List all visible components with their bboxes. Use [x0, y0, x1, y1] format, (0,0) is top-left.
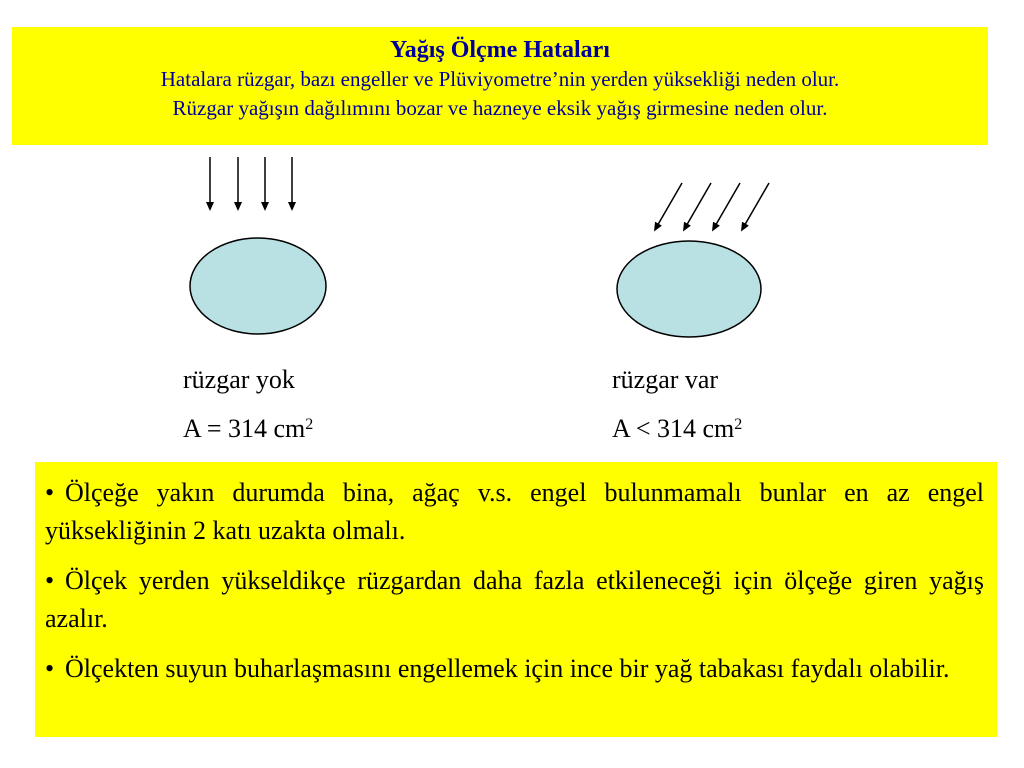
bullet-icon: •: [45, 478, 55, 507]
wind-area-formula: [612, 414, 742, 444]
list-item: [45, 650, 984, 688]
notes-box: [35, 462, 997, 737]
rain-arrow-slanted-2: [685, 183, 711, 228]
gauge-opening-with-wind: [617, 241, 761, 337]
rain-arrow-slanted-4: [743, 183, 769, 228]
wind-area-exponent: 2: [734, 416, 743, 433]
header-line-2: Rüzgar yağışın dağılımını bozar ve hazneye eksik yağış girmesine neden olur.: [172, 96, 828, 120]
wind-label: rüzgar var: [612, 365, 719, 394]
header-line-1: Hatalara rüzgar, bazı engeller ve Plüviyometre’nin yerden yüksekliği neden olur.: [160, 67, 840, 91]
bullet-icon: •: [45, 654, 55, 683]
wind-area-text: A < 314 cm: [612, 414, 735, 443]
no-wind-area-text: A = 314 cm: [183, 414, 306, 443]
list-item: [45, 562, 984, 638]
list-item-text: Ölçek yerden yükseldikçe rüzgardan daha fazla etkileneceği için ölçeğe giren yağış azalır.: [45, 566, 984, 633]
list-item-text: Ölçekten suyun buharlaşmasını engellemek için ince bir yağ tabakası faydalı olabilir.: [65, 654, 950, 683]
no-wind-area-formula: [183, 414, 313, 444]
list-item: [45, 474, 984, 550]
list-item-text: Ölçeğe yakın durumda bina, ağaç v.s. engel bulunmamalı bunlar en az engel yüksekliğinin 2 katı uzakta olmalı.: [45, 478, 984, 545]
rain-arrow-slanted-1: [656, 183, 682, 228]
no-wind-label: rüzgar yok: [183, 365, 295, 394]
no-wind-area-exponent: 2: [305, 416, 314, 433]
bullet-icon: •: [45, 566, 55, 595]
rain-arrow-slanted-3: [714, 183, 740, 228]
gauge-opening-no-wind: [190, 238, 326, 334]
page-title: Yağış Ölçme Hataları: [390, 37, 610, 63]
